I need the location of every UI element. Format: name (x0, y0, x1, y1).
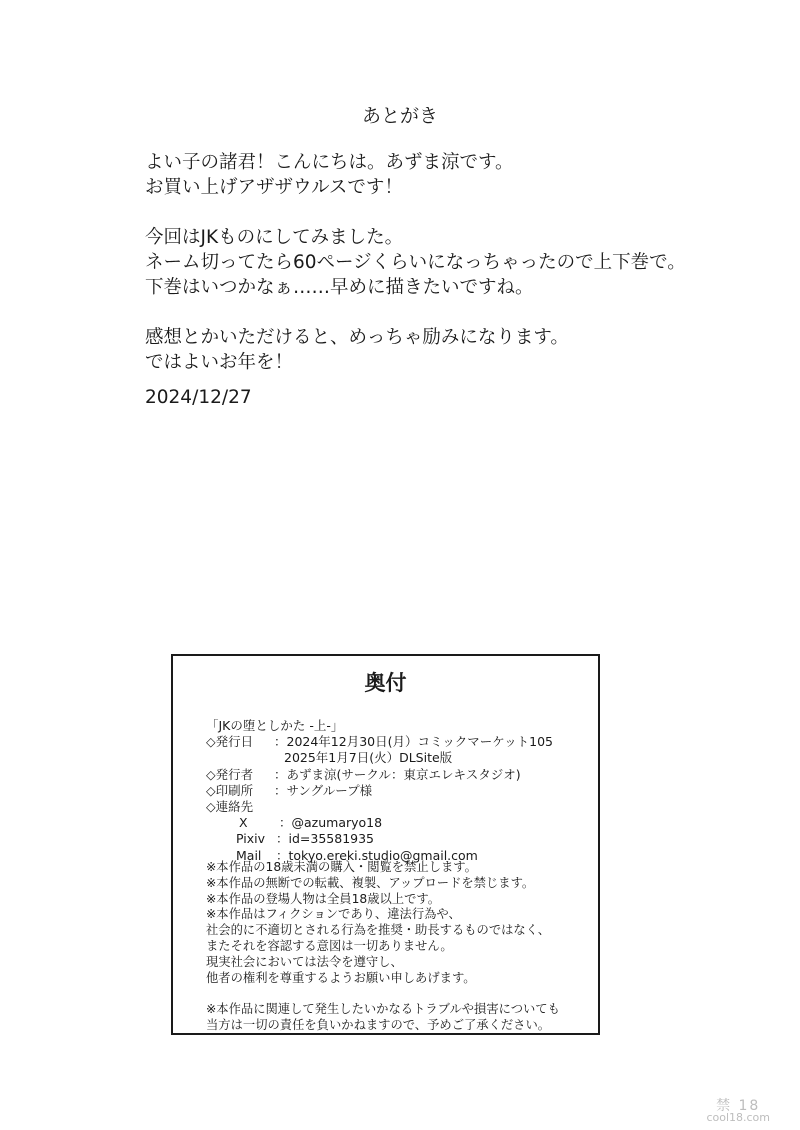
colophon-info (206, 718, 553, 864)
contact-pixiv-row (206, 831, 553, 847)
contact-x-value: ：@azumaryo18 (279, 815, 383, 831)
contact-row (206, 799, 553, 815)
issue-value-2: 2025年1月7日(火）DLSite版 (284, 750, 453, 766)
contact-label: ◇連絡先 (206, 799, 254, 815)
afterword-line: ネーム切ってたら60ページくらいになっちゃったので上下巻で。 (145, 252, 686, 273)
issue-value: ：2024年12月30日(月）コミックマーケット105 (274, 734, 553, 750)
note-line: 他者の権利を尊重するようお願い申しあげます。 (206, 970, 476, 985)
afterword-line: 下巻はいつかなぁ……早めに描きたいですね。 (145, 277, 534, 298)
afterword-title: あとがき (361, 105, 438, 127)
note-line: 社会的に不適切とされる行為を推奨・助長するものではなく、 (206, 923, 551, 938)
afterword-line: お買い上げアザザウルスです！ (145, 177, 403, 198)
work-title-row (206, 718, 553, 734)
afterword-line: 今回はJKものにしてみました。 (145, 227, 404, 248)
contact-x-row (206, 815, 553, 831)
watermark-bottom: cool18.com (706, 1111, 770, 1124)
note-line: ※本作品の18歳未満の購入・閲覧を禁止します。 (206, 860, 477, 874)
afterword-body (145, 150, 765, 400)
afterword-date: 2024/12/27 (145, 387, 252, 408)
afterword-line: 感想とかいただけると、めっちゃ励みになります。 (145, 327, 569, 348)
afterword-line: ではよいお年を！ (145, 352, 294, 373)
contact-mail-value: ：tokyo.ereki.studio@gmail.com (276, 847, 478, 863)
disclaimer-line: 当方は一切の責任を負いかねますので、予めご了承ください。 (206, 1017, 551, 1032)
afterword-paragraph (145, 325, 765, 375)
publisher-value: ：あずま涼(サークル：東京エレキスタジオ) (274, 766, 521, 782)
afterword-line: よい子の諸君！こんにちは。あずま涼です。 (145, 152, 514, 173)
afterword-paragraph (145, 150, 765, 200)
colophon-heading: 奥付 (364, 671, 407, 695)
disclaimer-line: ※本作品に関連して発生したいかなるトラブルや損害についても (206, 1002, 560, 1017)
note-line: ※本作品はフィクションであり、違法行為や、 (206, 907, 461, 922)
colophon-box (171, 654, 600, 1035)
printer-row (206, 783, 553, 799)
contact-mail-label: Mail (236, 847, 262, 863)
note-line: ※本作品の無断での転載、複製、アップロードを禁じます。 (206, 875, 535, 890)
note-line: ※本作品の登場人物は全員18歳以上です。 (206, 891, 441, 906)
issue-row (206, 734, 553, 750)
publisher-label: ◇発行者 (206, 766, 254, 782)
issue-row-2 (206, 750, 553, 766)
watermark-top: 禁 18 (716, 1098, 761, 1114)
printer-value: ：サングループ様 (274, 782, 373, 798)
note-line: またそれを容認する意図は一切ありません。 (206, 938, 453, 953)
issue-label: ◇発行日 (206, 734, 254, 750)
contact-x-label: X (239, 815, 248, 831)
work-title: 「JKの堕としかた -上-」 (206, 718, 344, 733)
printer-label: ◇印刷所 (206, 782, 254, 798)
publisher-row (206, 767, 553, 783)
colophon-notes (206, 860, 560, 1034)
note-line: 現実社会においては法令を遵守し、 (206, 954, 403, 969)
afterword-paragraph (145, 225, 765, 300)
contact-pixiv-value: ：id=35581935 (276, 831, 375, 847)
contact-pixiv-label: Pixiv (236, 831, 266, 847)
watermark (706, 1100, 770, 1124)
